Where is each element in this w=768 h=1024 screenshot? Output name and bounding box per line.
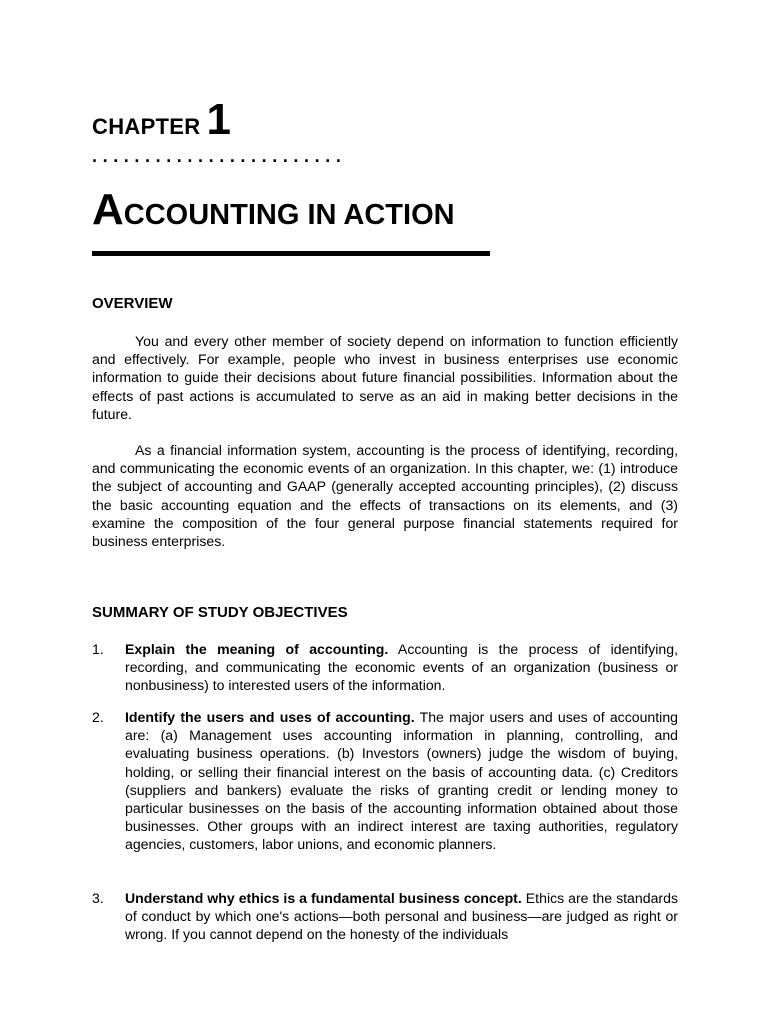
overview-paragraph-2: As a financial information system, accounting is the process of identifying, recording, and communicating the economic events of an organization. In this chapter, we: (1) introduce the subject of accounting and GAAP (generally accepted accounting principles), (2) discuss the basic accounting equation and the effects of transactions on its elements, and (3) examine the composition of the four general purpose financial statements required for business enterprises. — [92, 442, 678, 550]
objective-lead: Understand why ethics is a fundamental business concept. — [125, 890, 522, 906]
objective-number: 3. — [92, 890, 104, 906]
overview-paragraph-1: You and every other member of society depend on information to function efficiently and effectively. For example, people who invest in business enterprises use economic information to guide their decisions about future financial possibilities. Information about the effects of past actions is accumulated to serve as an aid in making better decisions in the future. — [92, 333, 678, 422]
chapter-title-rest: CCOUNTING IN ACTION — [123, 199, 455, 231]
chapter-label — [92, 95, 231, 144]
chapter-title — [92, 185, 455, 234]
overview-heading: OVERVIEW — [92, 295, 173, 312]
objective-text: The major users and uses of accounting are: (a) Management uses accounting information in planning, controlling, and evaluating business operations. (b) Investors (owners) judge the wisdom of buying, holding, or selling their financial interest on the basis of accounting data. (c) Creditors (suppliers and bankers) evaluate the risks of granting credit or lending money to particular businesses on the basis of the accounting information obtained about those businesses. Other groups with an indirect interest are taxing authorities, regulatory agencies, customers, labor unions, and economic planners. — [125, 709, 678, 853]
objective-item-3 — [92, 889, 678, 944]
objective-text: Ethics are the standards of conduct by which one's actions—both personal and business—are judged as right or wrong. If you cannot depend on the honesty of the individuals — [125, 890, 678, 943]
objective-number: 2. — [92, 709, 104, 725]
objective-lead: Explain the meaning of accounting. — [125, 641, 389, 657]
objective-item-1 — [92, 640, 678, 695]
objective-number: 1. — [92, 641, 104, 657]
objective-item-2 — [92, 708, 678, 854]
objective-text: Accounting is the process of identifying, recording, and communicating the economic events of an organization (business or nonbusiness) to interested users of the information. — [125, 641, 678, 694]
title-underline — [92, 251, 490, 256]
dotted-divider: ........................ — [92, 146, 347, 166]
chapter-number: 1 — [206, 95, 231, 144]
objective-lead: Identify the users and uses of accounting. — [125, 709, 415, 725]
summary-heading: SUMMARY OF STUDY OBJECTIVES — [92, 604, 348, 621]
chapter-word: CHAPTER — [92, 114, 201, 139]
chapter-title-initial: A — [92, 185, 124, 234]
